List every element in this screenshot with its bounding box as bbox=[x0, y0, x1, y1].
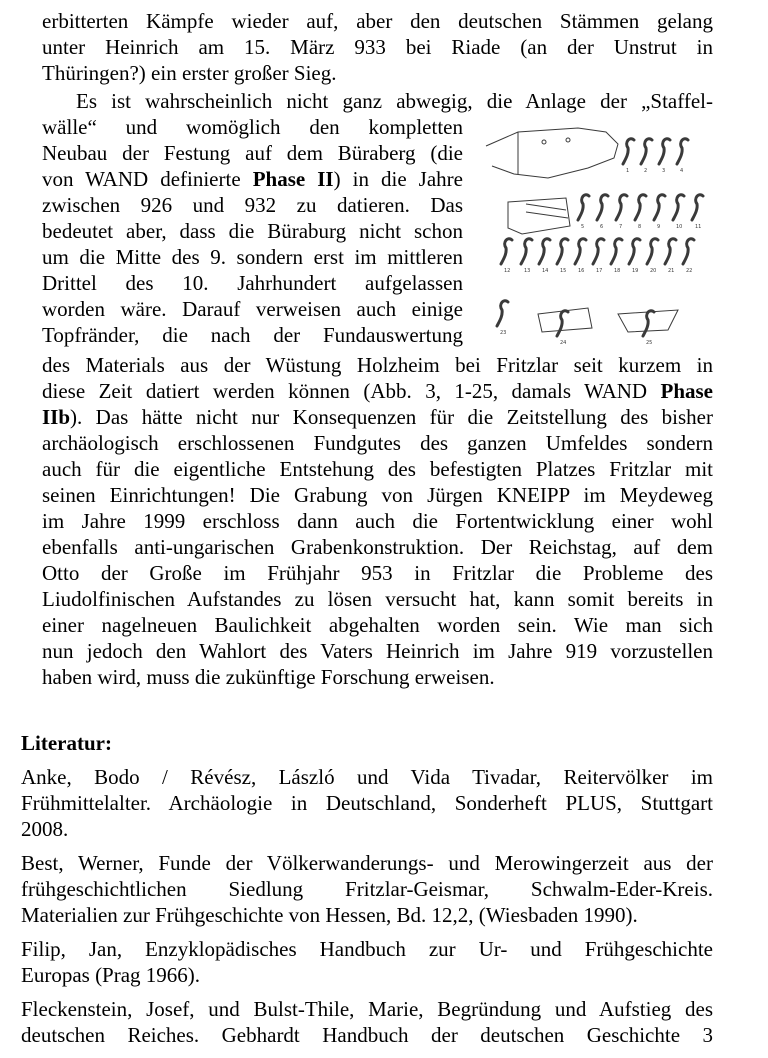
rim-profile bbox=[647, 239, 658, 264]
rim-profile bbox=[629, 239, 640, 264]
rim-profile bbox=[497, 301, 508, 326]
rim-profile bbox=[539, 239, 550, 264]
literature-entry-line: frühgeschichtlichen Siedlung Fritzlar-Geismar, Schwalm-Eder-Kreis. bbox=[21, 877, 713, 901]
pottery-profiles-figure bbox=[478, 118, 718, 350]
rim-profile bbox=[501, 239, 512, 264]
figure-number-label: 5 bbox=[581, 224, 585, 230]
rim-profile bbox=[597, 195, 608, 220]
text-line: Topfränder, die nach der Fundauswertung bbox=[42, 323, 463, 347]
figure-number-label: 17 bbox=[596, 268, 603, 274]
literature-entry-line: Filip, Jan, Enzyklopädisches Handbuch zur Ur- und Frühgeschichte bbox=[21, 937, 713, 961]
text-line: auch für die eigentliche Entstehung des befestigten Platzes Fritzlar mit bbox=[42, 457, 713, 481]
figure-number-label: 18 bbox=[614, 268, 621, 274]
literature-entry-line: Materialien zur Frühgeschichte von Hessen, Bd. 12,2, (Wiesbaden 1990). bbox=[21, 903, 638, 927]
rim-profile bbox=[623, 139, 634, 164]
bold-term: IIb bbox=[42, 405, 71, 429]
literature-heading: Literatur: bbox=[21, 731, 112, 755]
figure-number-label: 16 bbox=[578, 268, 585, 274]
text-line: worden wäre. Darauf verweisen auch einige bbox=[42, 297, 463, 321]
figure-number-label: 8 bbox=[638, 224, 642, 230]
literature-entry-line: 2008. bbox=[21, 817, 69, 841]
rim-profile bbox=[641, 139, 652, 164]
rim-profile bbox=[683, 239, 694, 264]
figure-number-label: 7 bbox=[619, 224, 623, 230]
literature-entry-line: Anke, Bodo / Révész, László und Vida Tivadar, Reitervölker im bbox=[21, 765, 713, 789]
rim-profile bbox=[665, 239, 676, 264]
text-line: zwischen 926 und 932 zu datieren. Das bbox=[42, 193, 463, 217]
text-line: Liudolfinischen Aufstandes zu lösen versucht hat, kann somit bereits in bbox=[42, 587, 713, 611]
figure-number-label: 23 bbox=[500, 330, 507, 336]
figure-number-label: 25 bbox=[646, 340, 653, 346]
rim-profile bbox=[578, 195, 589, 220]
text-line: Neubau der Festung auf dem Büraberg (die bbox=[42, 141, 463, 165]
text-line: im Jahre 1999 erschloss dann auch die Fortentwicklung einer wohl bbox=[42, 509, 713, 533]
figure-number-label: 21 bbox=[668, 268, 675, 274]
rim-profile bbox=[593, 239, 604, 264]
bold-term: Phase II bbox=[252, 167, 334, 191]
text-line: von WAND definierte Phase II) in die Jahre bbox=[42, 167, 463, 191]
text-line: Es ist wahrscheinlich nicht ganz abwegig, die Anlage der „Staffel- bbox=[76, 89, 713, 113]
text-line: Thüringen?) ein erster großer Sieg. bbox=[42, 61, 337, 85]
rim-profile bbox=[635, 195, 646, 220]
figure-number-label: 24 bbox=[560, 340, 567, 346]
rim-profile bbox=[611, 239, 622, 264]
text-line: archäologisch erschlossenen Fundgutes des ganzen Umfeldes sondern bbox=[42, 431, 713, 455]
text-line: Drittel des 10. Jahrhundert aufgelassen bbox=[42, 271, 463, 295]
rim-profile bbox=[673, 195, 684, 220]
literature-entry-line: deutschen Reiches. Gebhardt Handbuch der deutschen Geschichte 3 bbox=[21, 1023, 713, 1047]
figure-number-label: 19 bbox=[632, 268, 639, 274]
vessel-section-outline bbox=[508, 198, 570, 234]
text-line: IIb). Das hätte nicht nur Konsequenzen für die Zeitstellung des bisher bbox=[42, 405, 713, 429]
rim-profile bbox=[616, 195, 627, 220]
pottery-profiles-drawing bbox=[478, 118, 718, 350]
text-line: erbitterten Kämpfe wieder auf, aber den deutschen Stämmen gelang bbox=[42, 9, 713, 33]
figure-number-label: 20 bbox=[650, 268, 657, 274]
figure-number-label: 6 bbox=[600, 224, 604, 230]
literature-entry-line: Europas (Prag 1966). bbox=[21, 963, 201, 987]
figure-number-label: 3 bbox=[662, 168, 666, 174]
figure-number-label: 22 bbox=[686, 268, 693, 274]
text-line: Otto der Große im Frühjahr 953 in Fritzlar die Probleme des bbox=[42, 561, 713, 585]
vessel-profile-outline bbox=[486, 128, 618, 178]
rim-profile bbox=[654, 195, 665, 220]
rim-profile bbox=[521, 239, 532, 264]
bold-term: Phase bbox=[660, 379, 713, 403]
text-line: ebenfalls anti-ungarischen Grabenkonstruktion. Der Reichstag, auf dem bbox=[42, 535, 713, 559]
figure-number-label: 1 bbox=[626, 168, 630, 174]
rim-profile bbox=[677, 139, 688, 164]
text-line: seinen Einrichtungen! Die Grabung von Jürgen KNEIPP im Meydeweg bbox=[42, 483, 713, 507]
rim-profile bbox=[557, 311, 568, 336]
figure-number-label: 15 bbox=[560, 268, 567, 274]
text-line: um die Mitte des 9. sondern erst im mittleren bbox=[42, 245, 463, 269]
text-line: des Materials aus der Wüstung Holzheim bei Fritzlar seit kurzem in bbox=[42, 353, 713, 377]
figure-number-label: 9 bbox=[657, 224, 661, 230]
rim-profile bbox=[643, 311, 654, 336]
text-line: einer nagelneuen Baulichkeit abgehalten worden sein. Wie man sich bbox=[42, 613, 713, 637]
figure-number-label: 11 bbox=[695, 224, 702, 230]
text-line: nun jedoch den Wahlort des Vaters Heinrich im Jahre 919 vorzustellen bbox=[42, 639, 713, 663]
figure-number-label: 13 bbox=[524, 268, 531, 274]
figure-number-label: 14 bbox=[542, 268, 549, 274]
figure-number-label: 2 bbox=[644, 168, 648, 174]
rim-profile bbox=[557, 239, 568, 264]
text-line: unter Heinrich am 15. März 933 bei Riade (an der Unstrut in bbox=[42, 35, 713, 59]
text-line: diese Zeit datiert werden können (Abb. 3, 1-25, damals WAND Phase bbox=[42, 379, 713, 403]
text-line: wälle“ und womöglich den kompletten bbox=[42, 115, 463, 139]
rim-profile bbox=[575, 239, 586, 264]
literature-entry-line: Best, Werner, Funde der Völkerwanderungs- und Merowingerzeit aus der bbox=[21, 851, 713, 875]
figure-number-label: 10 bbox=[676, 224, 683, 230]
text-line: bedeutet aber, dass die Büraburg nicht schon bbox=[42, 219, 463, 243]
literature-entry-line: Fleckenstein, Josef, und Bulst-Thile, Marie, Begründung und Aufstieg des bbox=[21, 997, 713, 1021]
text-line: haben wird, muss die zukünftige Forschung erweisen. bbox=[42, 665, 495, 689]
figure-number-label: 4 bbox=[680, 168, 684, 174]
literature-entry-line: Frühmittelalter. Archäologie in Deutschland, Sonderheft PLUS, Stuttgart bbox=[21, 791, 713, 815]
figure-number-label: 12 bbox=[504, 268, 511, 274]
rim-profile bbox=[692, 195, 703, 220]
rim-profile bbox=[659, 139, 670, 164]
